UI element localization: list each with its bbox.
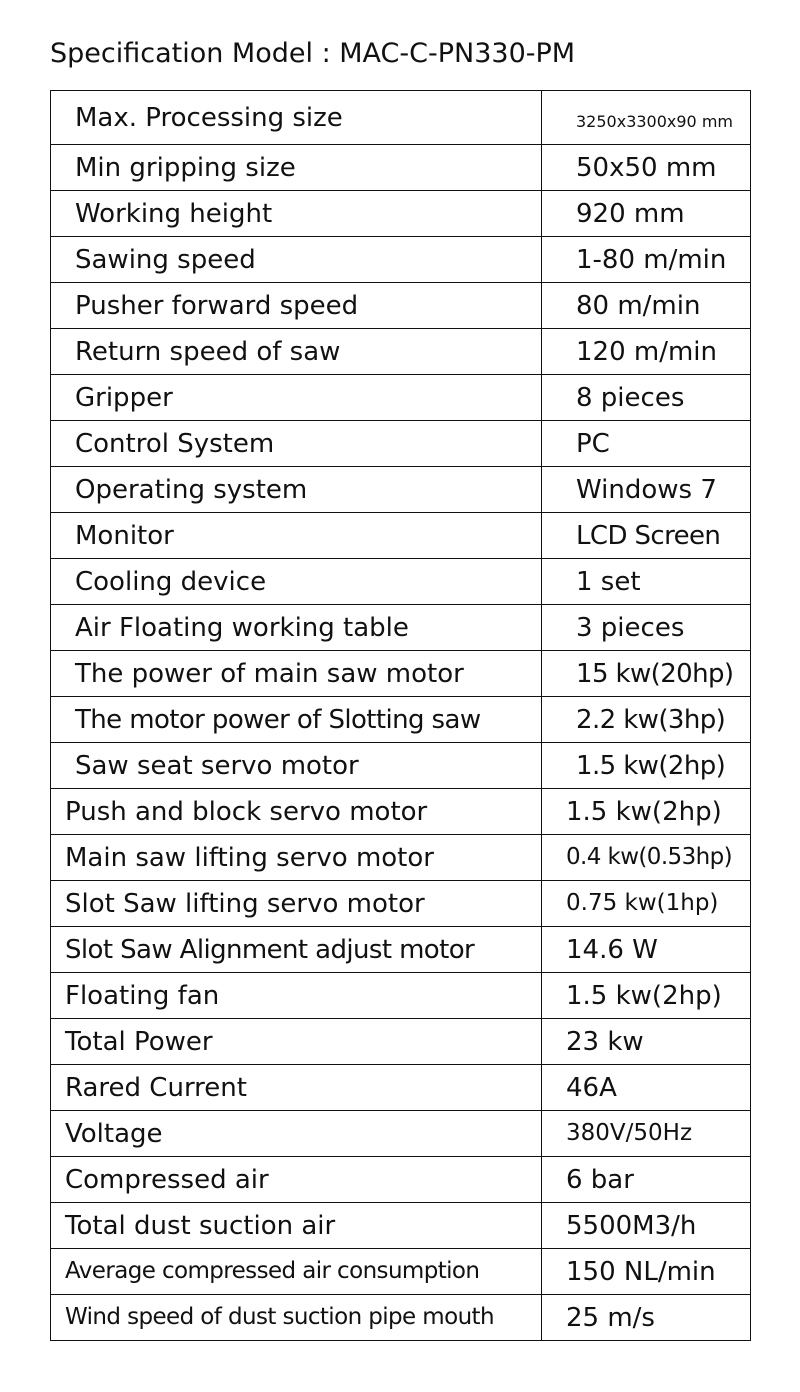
spec-label: Return speed of saw bbox=[51, 329, 542, 375]
table-row bbox=[51, 1019, 751, 1065]
table-row bbox=[51, 743, 751, 789]
spec-value: 1.5 kw(2hp) bbox=[542, 789, 751, 835]
spec-label: Gripper bbox=[51, 375, 542, 421]
spec-label: Total Power bbox=[51, 1019, 542, 1065]
spec-value: 3250x3300x90 mm bbox=[542, 91, 751, 145]
spec-label: Cooling device bbox=[51, 559, 542, 605]
spec-value: 920 mm bbox=[542, 191, 751, 237]
table-row bbox=[51, 375, 751, 421]
table-row bbox=[51, 1111, 751, 1157]
spec-label: Min gripping size bbox=[51, 145, 542, 191]
table-row bbox=[51, 881, 751, 927]
table-row bbox=[51, 467, 751, 513]
spec-value: 8 pieces bbox=[542, 375, 751, 421]
spec-value: 1 set bbox=[542, 559, 751, 605]
spec-label: Floating fan bbox=[51, 973, 542, 1019]
spec-label: Voltage bbox=[51, 1111, 542, 1157]
spec-value: 120 m/min bbox=[542, 329, 751, 375]
spec-label: Sawing speed bbox=[51, 237, 542, 283]
spec-value: 5500M3/h bbox=[542, 1203, 751, 1249]
spec-label: Working height bbox=[51, 191, 542, 237]
spec-label: Total dust suction air bbox=[51, 1203, 542, 1249]
spec-value: 1-80 m/min bbox=[542, 237, 751, 283]
spec-value: 1.5 kw(2hp) bbox=[542, 743, 751, 789]
spec-label: Pusher forward speed bbox=[51, 283, 542, 329]
table-row bbox=[51, 421, 751, 467]
spec-value: 80 m/min bbox=[542, 283, 751, 329]
spec-value: Windows 7 bbox=[542, 467, 751, 513]
spec-value: 3 pieces bbox=[542, 605, 751, 651]
spec-value: 14.6 W bbox=[542, 927, 751, 973]
spec-label: Rared Current bbox=[51, 1065, 542, 1111]
spec-label: Air Floating working table bbox=[51, 605, 542, 651]
table-row bbox=[51, 513, 751, 559]
page-title: Specification Model : MAC-C-PN330-PM bbox=[50, 38, 576, 69]
table-row bbox=[51, 789, 751, 835]
table-row bbox=[51, 191, 751, 237]
spec-value: 380V/50Hz bbox=[542, 1111, 751, 1157]
spec-label: The power of main saw motor bbox=[51, 651, 542, 697]
table-row bbox=[51, 605, 751, 651]
spec-label: Operating system bbox=[51, 467, 542, 513]
spec-value: 6 bar bbox=[542, 1157, 751, 1203]
spec-label: Control System bbox=[51, 421, 542, 467]
spec-value: 2.2 kw(3hp) bbox=[542, 697, 751, 743]
spec-label: Max. Processing size bbox=[51, 91, 542, 145]
table-row bbox=[51, 973, 751, 1019]
spec-label: The motor power of Slotting saw bbox=[51, 697, 542, 743]
spec-value: 150 NL/min bbox=[542, 1249, 751, 1295]
spec-label: Slot Saw Alignment adjust motor bbox=[51, 927, 542, 973]
spec-value: 46A bbox=[542, 1065, 751, 1111]
spec-label: Push and block servo motor bbox=[51, 789, 542, 835]
table-row bbox=[51, 283, 751, 329]
spec-value: 15 kw(20hp) bbox=[542, 651, 751, 697]
spec-value: PC bbox=[542, 421, 751, 467]
table-row bbox=[51, 1249, 751, 1295]
table-row bbox=[51, 559, 751, 605]
table-row bbox=[51, 1065, 751, 1111]
spec-label: Main saw lifting servo motor bbox=[51, 835, 542, 881]
spec-value: 50x50 mm bbox=[542, 145, 751, 191]
spec-label: Compressed air bbox=[51, 1157, 542, 1203]
table-row bbox=[51, 927, 751, 973]
spec-value: 25 m/s bbox=[542, 1295, 751, 1341]
table-row bbox=[51, 697, 751, 743]
spec-label: Average compressed air consumption bbox=[51, 1249, 542, 1295]
spec-label: Monitor bbox=[51, 513, 542, 559]
table-row bbox=[51, 651, 751, 697]
spec-value: 1.5 kw(2hp) bbox=[542, 973, 751, 1019]
spec-label: Wind speed of dust suction pipe mouth bbox=[51, 1295, 542, 1341]
table-row bbox=[51, 1295, 751, 1341]
table-row bbox=[51, 1203, 751, 1249]
table-row bbox=[51, 91, 751, 145]
spec-label: Slot Saw lifting servo motor bbox=[51, 881, 542, 927]
spec-value: 0.75 kw(1hp) bbox=[542, 881, 751, 927]
spec-label: Saw seat servo motor bbox=[51, 743, 542, 789]
table-row bbox=[51, 145, 751, 191]
table-row bbox=[51, 237, 751, 283]
table-row bbox=[51, 835, 751, 881]
spec-value: LCD Screen bbox=[542, 513, 751, 559]
spec-table bbox=[50, 90, 751, 1341]
spec-value: 23 kw bbox=[542, 1019, 751, 1065]
table-row bbox=[51, 1157, 751, 1203]
spec-value: 0.4 kw(0.53hp) bbox=[542, 835, 751, 881]
table-row bbox=[51, 329, 751, 375]
